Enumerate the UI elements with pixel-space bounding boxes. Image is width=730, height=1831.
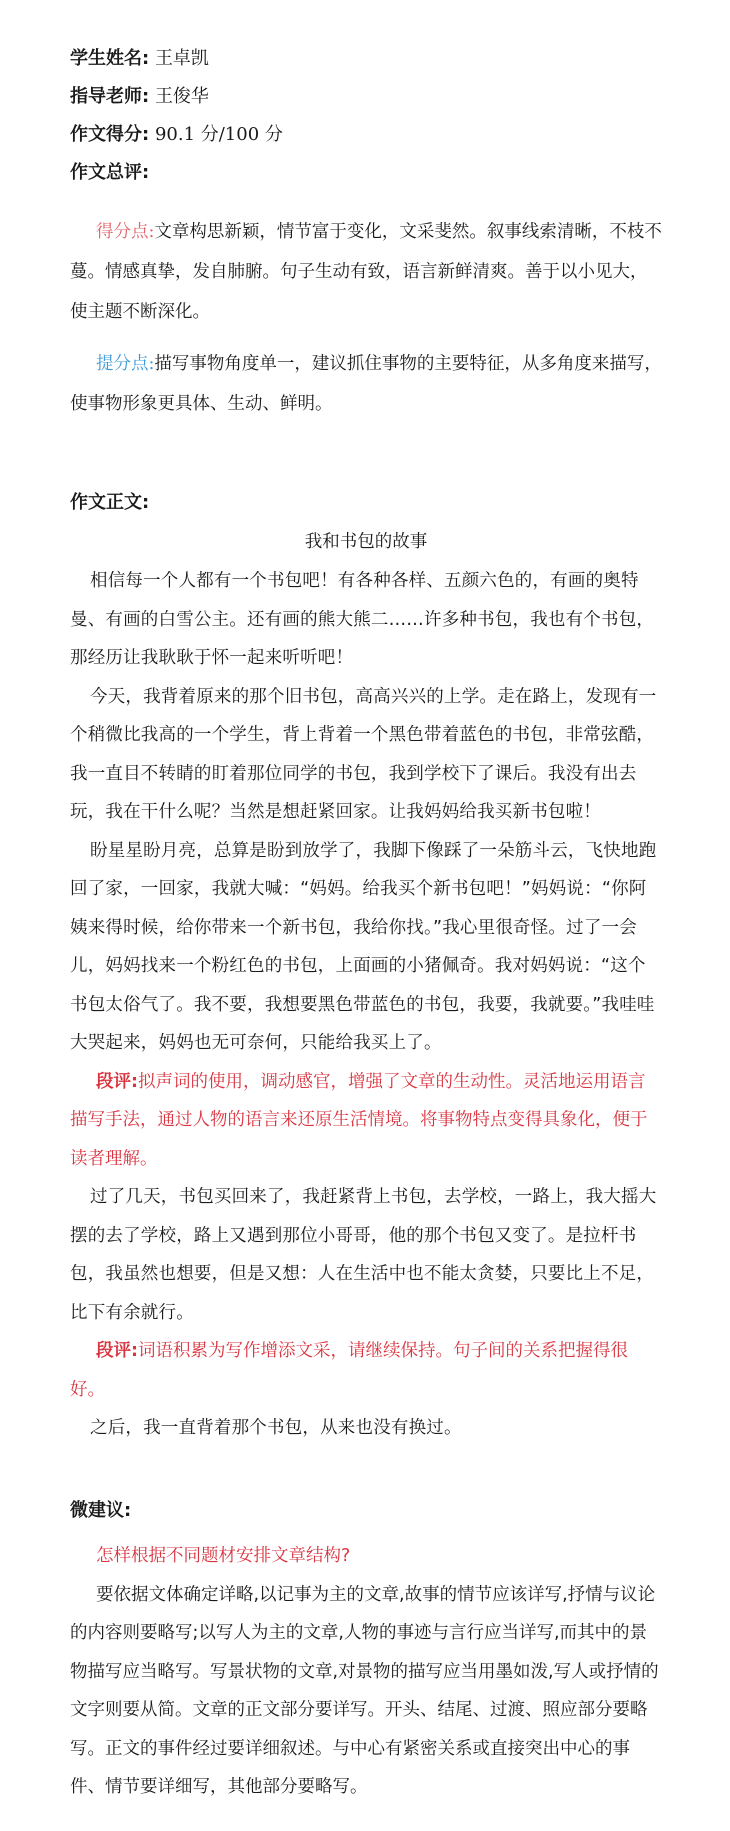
improve-points-text: 描写事物角度单一，建议抓住事物的主要特征，从多角度来描写，使事物形象更具体、生动、鲜明。 [70, 354, 662, 414]
essay-paragraph-3: 盼星星盼月亮，总算是盼到放学了，我脚下像踩了一朵筋斗云，飞快地跑回了家，一回家，我就大喊：“妈妈。给我买个新书包吧！”妈妈说：“你阿姨来得时候，给你带来一个新书包，我给你找。”我心里很奇怪。过了一会儿，妈妈找来一个粉红色的书包，上面画的小猪佩奇。我对妈妈说：“这个书包太俗气了。我不要，我想要黑色带蓝色的书包，我要，我就要。”我哇哇大哭起来，妈妈也无可奈何，只能给我买上了。 [70, 840, 657, 1053]
score-points-text: 文章构思新颖，情节富于变化，文采斐然。叙事线索清晰，不枝不蔓。情感真挚，发自肺腑。句子生动有致，语言新鲜清爽。善于以小见大，使主题不断深化。 [70, 222, 662, 322]
advice-body: 要依据文体确定详略,以记事为主的文章,故事的情节应该详写,抒情与议论的内容则要略写;以写人为主的文章,人物的事迹与言行应当详写,而其中的景物描写应当略写。写景状物的文章,对景物的描写应当用墨如泼,写人或抒情的文字则要从简。文章的正文部分要详写。开头、结尾、过渡、照应部分要略写。正文的事件经过要详细叙述。与中心有紧密关系或直接突出中心的事件、情节要详细写，其他部分要略写。 [70, 1584, 659, 1797]
score-label: 作文得分: [70, 124, 150, 145]
essay-paragraph-5: 之后，我一直背着那个书包，从来也没有换过。 [90, 1418, 462, 1438]
improve-points-block [70, 344, 662, 424]
overall-review-row [70, 154, 662, 192]
paragraph-comment-2-text: 词语积累为写作增添文采，请继续保持。句子间的关系把握得很好。 [70, 1341, 628, 1400]
paragraph-comment-1-text: 拟声词的使用，调动感官，增强了文章的生动性。灵活地运用语言描写手法，通过人物的语言来还原生活情境。将事物特点变得具象化，便于读者理解。 [70, 1071, 648, 1169]
score-points-label: 得分点: [96, 222, 155, 242]
teacher-label: 指导老师: [70, 86, 150, 107]
essay-paragraph-2: 今天，我背着原来的那个旧书包，高高兴兴的上学。走在路上，发现有一个稍微比我高的一个学生，背上背着一个黑色带着蓝色的书包，非常弦酷，我一直目不转睛的盯着那位同学的书包，我到学校下了课后。我没有出去玩，我在干什么呢？当然是想赶紧回家。让我妈妈给我买新书包啦！ [70, 686, 657, 822]
score-points-block [70, 212, 662, 332]
overall-review-label: 作文总评: [70, 162, 150, 183]
essay-heading: 作文正文: [70, 492, 150, 513]
student-name-value: 王卓凯 [154, 48, 209, 69]
score-value: 90.1 分/100 分 [154, 124, 283, 145]
paragraph-comment-1 [70, 1063, 662, 1179]
teacher-row [70, 78, 662, 116]
essay-title: 我和书包的故事 [304, 532, 428, 552]
paragraph-comment-2 [70, 1332, 662, 1409]
student-name-row [70, 40, 662, 78]
student-name-label: 学生姓名: [70, 48, 150, 69]
paragraph-comment-1-label: 段评: [96, 1071, 138, 1092]
paragraph-comment-2-label: 段评: [96, 1341, 138, 1361]
improve-points-label: 提分点: [96, 354, 155, 374]
essay-paragraph-4: 过了几天，书包买回来了，我赶紧背上书包，去学校，一路上，我大摇大摆的去了学校，路上又遇到那位小哥哥，他的那个书包又变了。是拉杆书包，我虽然也想要，但是又想：人在生活中也不能太贪婪，只要比上不足，比下有余就行。 [70, 1187, 657, 1323]
teacher-value: 王俊华 [154, 86, 209, 107]
score-row [70, 116, 662, 154]
advice-title: 怎样根据不同题材安排文章结构? [96, 1545, 351, 1566]
advice-heading: 微建议: [70, 1499, 132, 1521]
essay-paragraph-1: 相信每一个人都有一个书包吧！有各种各样、五颜六色的，有画的奥特曼、有画的白雪公主。还有画的熊大熊二……许多种书包，我也有个书包，那经历让我耿耿于怀一起来听听吧！ [70, 571, 655, 668]
